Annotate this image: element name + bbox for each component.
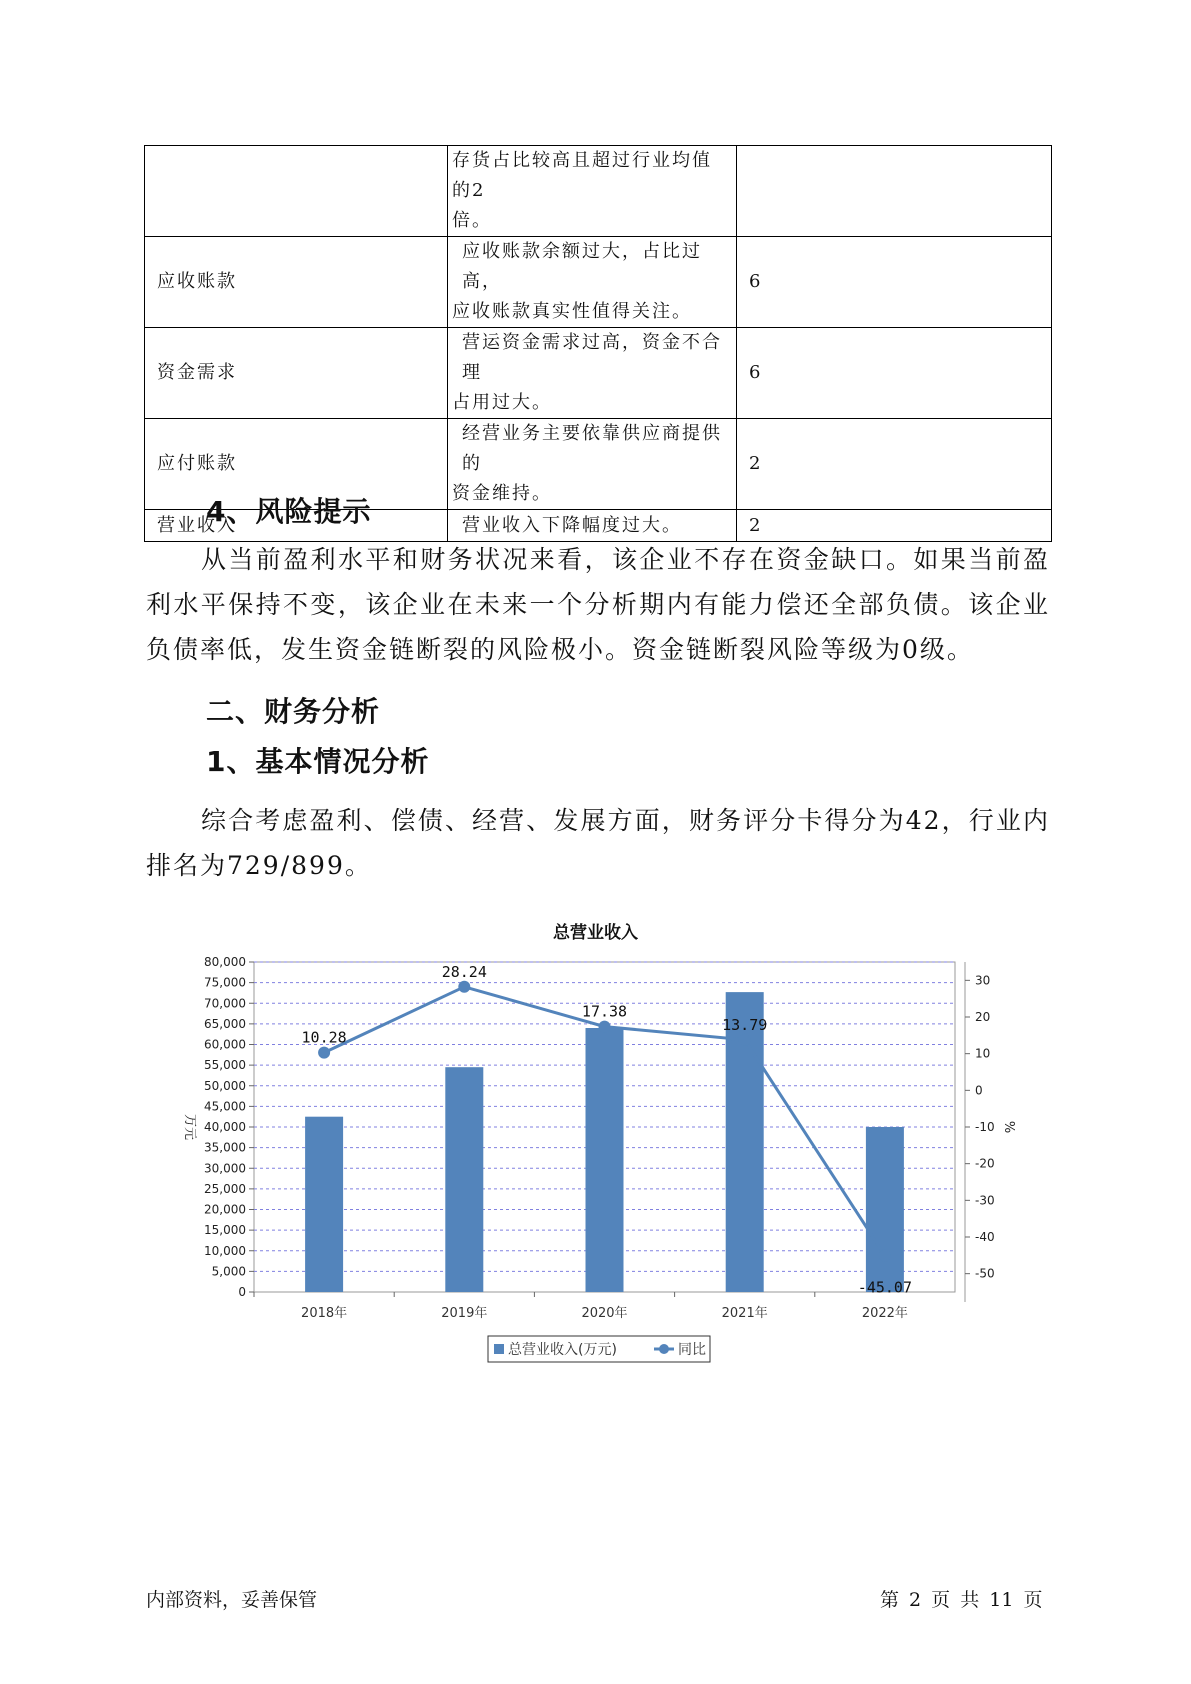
- risk-description-line: 倍。: [452, 210, 492, 231]
- y-tick-label: 65,000: [204, 1016, 246, 1031]
- risk-score: 2: [737, 419, 1052, 510]
- y2-axis-title: %: [1001, 1120, 1016, 1134]
- y-tick-label: 35,000: [204, 1140, 246, 1155]
- y-axis-title: 万元: [182, 1113, 197, 1141]
- y2-tick-label: -30: [975, 1193, 995, 1208]
- y-tick-label: 55,000: [204, 1058, 246, 1073]
- risk-item: 应付账款: [145, 419, 448, 510]
- legend-line-marker: [659, 1344, 669, 1354]
- chart-title: 总营业收入: [553, 923, 638, 943]
- y2-tick-label: 10: [975, 1046, 991, 1061]
- y-tick-label: 10,000: [204, 1243, 246, 1258]
- y-tick-label: 0: [238, 1285, 246, 1299]
- yoy-point: [318, 1047, 330, 1059]
- yoy-point: [599, 1021, 611, 1033]
- x-tick-label: 2018年: [301, 1306, 348, 1321]
- y-tick-label: 75,000: [204, 975, 246, 990]
- risk-description-line: 营运资金需求过高，资金不合理: [462, 332, 722, 383]
- legend-bar-label: 总营业收入(万元): [508, 1342, 617, 1358]
- data-label: 13.79: [722, 1015, 768, 1034]
- x-tick-label: 2021年: [721, 1306, 768, 1321]
- finance-heading: 二、财务分析: [206, 695, 381, 728]
- y-tick-label: 30,000: [204, 1161, 246, 1176]
- legend-bar-swatch: [494, 1344, 504, 1354]
- y-tick-label: 5,000: [211, 1264, 246, 1279]
- y2-tick-label: 0: [975, 1083, 983, 1098]
- y-tick-label: 80,000: [204, 955, 246, 969]
- risk-score: 2: [737, 510, 1052, 542]
- basic-analysis-heading: 1、基本情况分析: [206, 745, 430, 778]
- yoy-point: [739, 1034, 751, 1046]
- bar: [866, 1127, 904, 1292]
- risk-description-line: 存货占比较高且超过行业均值的2: [452, 150, 712, 201]
- y2-tick-label: -40: [975, 1230, 995, 1244]
- y2-tick-label: -20: [975, 1156, 995, 1171]
- y-tick-label: 20,000: [204, 1202, 246, 1217]
- y-tick-label: 25,000: [204, 1181, 246, 1196]
- y2-tick-label: 30: [975, 973, 991, 988]
- risk-item: 应收账款: [145, 237, 448, 328]
- data-label: 10.28: [301, 1028, 347, 1047]
- risk-description-line: 应收账款真实性值得关注。: [452, 301, 692, 322]
- data-label: 28.24: [441, 962, 487, 981]
- y2-tick-label: -10: [975, 1120, 995, 1134]
- risk-description-line: 经营业务主要依靠供应商提供的: [462, 423, 722, 474]
- legend-line-label: 同比: [678, 1342, 706, 1358]
- yoy-point: [458, 981, 470, 993]
- x-tick-label: 2022年: [861, 1306, 908, 1321]
- footer-confidential: 内部资料，妥善保管: [146, 1589, 318, 1611]
- y-tick-label: 15,000: [204, 1223, 246, 1238]
- bar: [586, 1028, 624, 1292]
- yoy-point: [879, 1250, 891, 1262]
- y-tick-label: 70,000: [204, 996, 246, 1011]
- y2-tick-label: -50: [975, 1266, 995, 1281]
- y-tick-label: 45,000: [204, 1099, 246, 1114]
- y2-tick-label: 20: [975, 1010, 991, 1024]
- risk-paragraph: 从当前盈利水平和财务状况来看，该企业不存在资金缺口。如果当前盈利水平保持不变，该企业在未来一个分析期内有能力偿还全部负债。该企业负债率低，发生资金链断裂的风险极小。资金链断裂风险等级为0级。: [146, 545, 1050, 664]
- data-label: -45.07: [857, 1278, 912, 1297]
- bar: [305, 1117, 343, 1292]
- x-tick-label: 2019年: [441, 1306, 488, 1321]
- finance-paragraph: 综合考虑盈利、偿债、经营、发展方面，财务评分卡得分为42，行业内排名为729/899。: [146, 806, 1050, 880]
- risk-description-line: 占用过大。: [452, 392, 552, 413]
- risk-score: 6: [737, 237, 1052, 328]
- risk-description-line: 应收账款余额过大，占比过高，: [462, 241, 702, 292]
- y-tick-label: 40,000: [204, 1120, 246, 1134]
- risk-score: 6: [737, 328, 1052, 419]
- risk-item: 营业收入: [145, 510, 448, 542]
- risk-description-line: 营业收入下降幅度过大。: [462, 514, 682, 536]
- footer-page-number: 第 2 页 共 11 页: [880, 1589, 1043, 1611]
- risk-description-line: 资金维持。: [452, 483, 552, 504]
- data-label: 17.38: [581, 1002, 628, 1021]
- y-tick-label: 50,000: [204, 1078, 246, 1093]
- risk-heading: 4、风险提示: [206, 495, 372, 528]
- risk-item: 资金需求: [145, 328, 448, 419]
- x-tick-label: 2020年: [581, 1306, 628, 1321]
- bar: [445, 1067, 483, 1292]
- y-tick-label: 60,000: [204, 1037, 246, 1052]
